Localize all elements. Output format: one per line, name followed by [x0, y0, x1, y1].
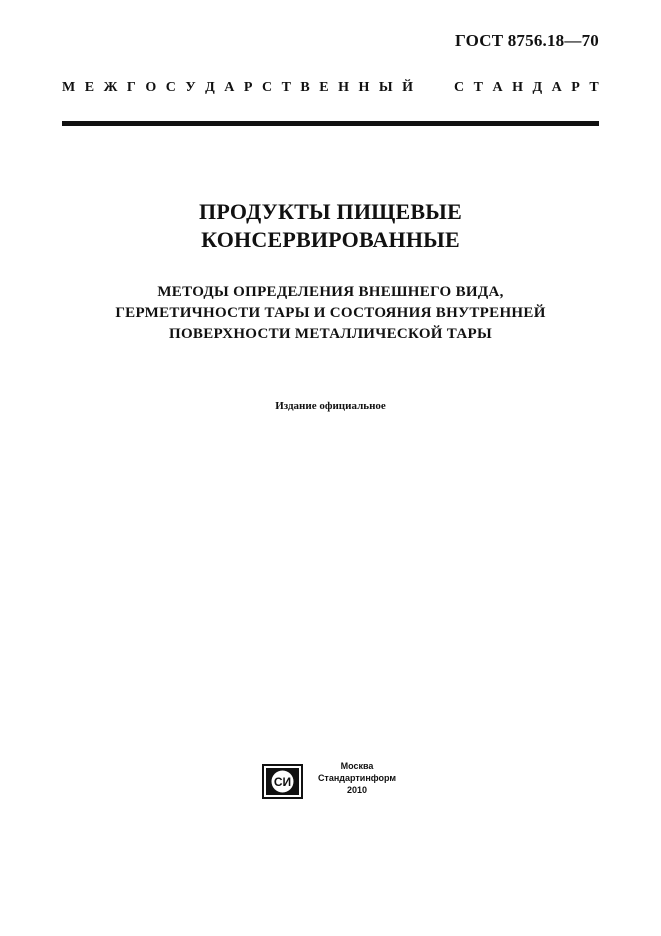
standard-kind-word1-letter: С	[165, 80, 176, 95]
publisher-city: Москва	[340, 761, 374, 771]
standard-kind-word1-letter: О	[145, 80, 157, 95]
subtitle-line-2: ГЕРМЕТИЧНОСТИ ТАРЫ И СОСТОЯНИЯ ВНУТРЕННЕЙ	[115, 305, 546, 321]
standard-kind-word1-letter: Е	[84, 80, 95, 95]
standard-kind-word2-letter: Н	[512, 80, 524, 95]
standard-kind-word1-letter: Т	[281, 80, 291, 95]
standard-kind-word1-letter: Н	[358, 80, 370, 95]
standard-kind-word2-letter: С	[454, 80, 465, 95]
standard-kind-word1-letter: У	[185, 80, 196, 95]
standard-kind-heading	[62, 80, 599, 96]
subtitle-line-3: ПОВЕРХНОСТИ МЕТАЛЛИЧЕСКОЙ ТАРЫ	[168, 326, 492, 342]
standard-kind-word2-letter: Р	[571, 80, 580, 95]
standard-kind-word2-letter: Т	[473, 80, 483, 95]
word-gap	[423, 80, 445, 96]
standard-kind-word2-letter: Т	[589, 80, 599, 95]
title-line-2: КОНСЕРВИРОВАННЫЕ	[201, 227, 460, 252]
title-line-1: ПРОДУКТЫ ПИЩЕВЫЕ	[199, 199, 462, 224]
document-title	[0, 198, 661, 254]
standard-kind-word1-letter: Г	[126, 80, 136, 95]
publisher-year: 2010	[346, 785, 368, 795]
standard-kind-word2-letter: А	[492, 80, 503, 95]
standard-kind-word1-letter: С	[261, 80, 273, 95]
standard-kind-word2-letter: Д	[532, 80, 543, 95]
standard-kind-word1-letter: Ж	[103, 80, 118, 95]
logo-text: СИ	[273, 775, 292, 789]
header-rule	[62, 121, 599, 126]
subtitle-line-1: МЕТОДЫ ОПРЕДЕЛЕНИЯ ВНЕШНЕГО ВИДА,	[157, 284, 504, 300]
standard-kind-word1-letter: Й	[402, 80, 414, 95]
document-code: ГОСТ 8756.18—70	[455, 31, 599, 50]
standard-kind-word1-letter: В	[300, 80, 310, 95]
standartinform-logo-icon	[262, 764, 303, 799]
standard-kind-word1-letter: Е	[319, 80, 329, 95]
standard-kind-word1-letter: Д	[205, 80, 215, 95]
standard-kind-word2-letter: А	[551, 80, 562, 95]
standard-kind-word1-letter: Н	[338, 80, 349, 95]
edition-note: Издание официальное	[275, 400, 386, 412]
publisher-block	[262, 760, 412, 800]
document-subtitle	[0, 282, 661, 345]
publisher-name: Стандартинформ	[317, 773, 397, 783]
standard-kind-word1-letter: М	[62, 80, 76, 95]
imprint	[305, 760, 409, 796]
standard-kind-word1-letter: Ы	[378, 80, 393, 95]
standard-kind-word1-letter: А	[224, 80, 235, 95]
standard-kind-word1-letter: Р	[243, 80, 253, 95]
